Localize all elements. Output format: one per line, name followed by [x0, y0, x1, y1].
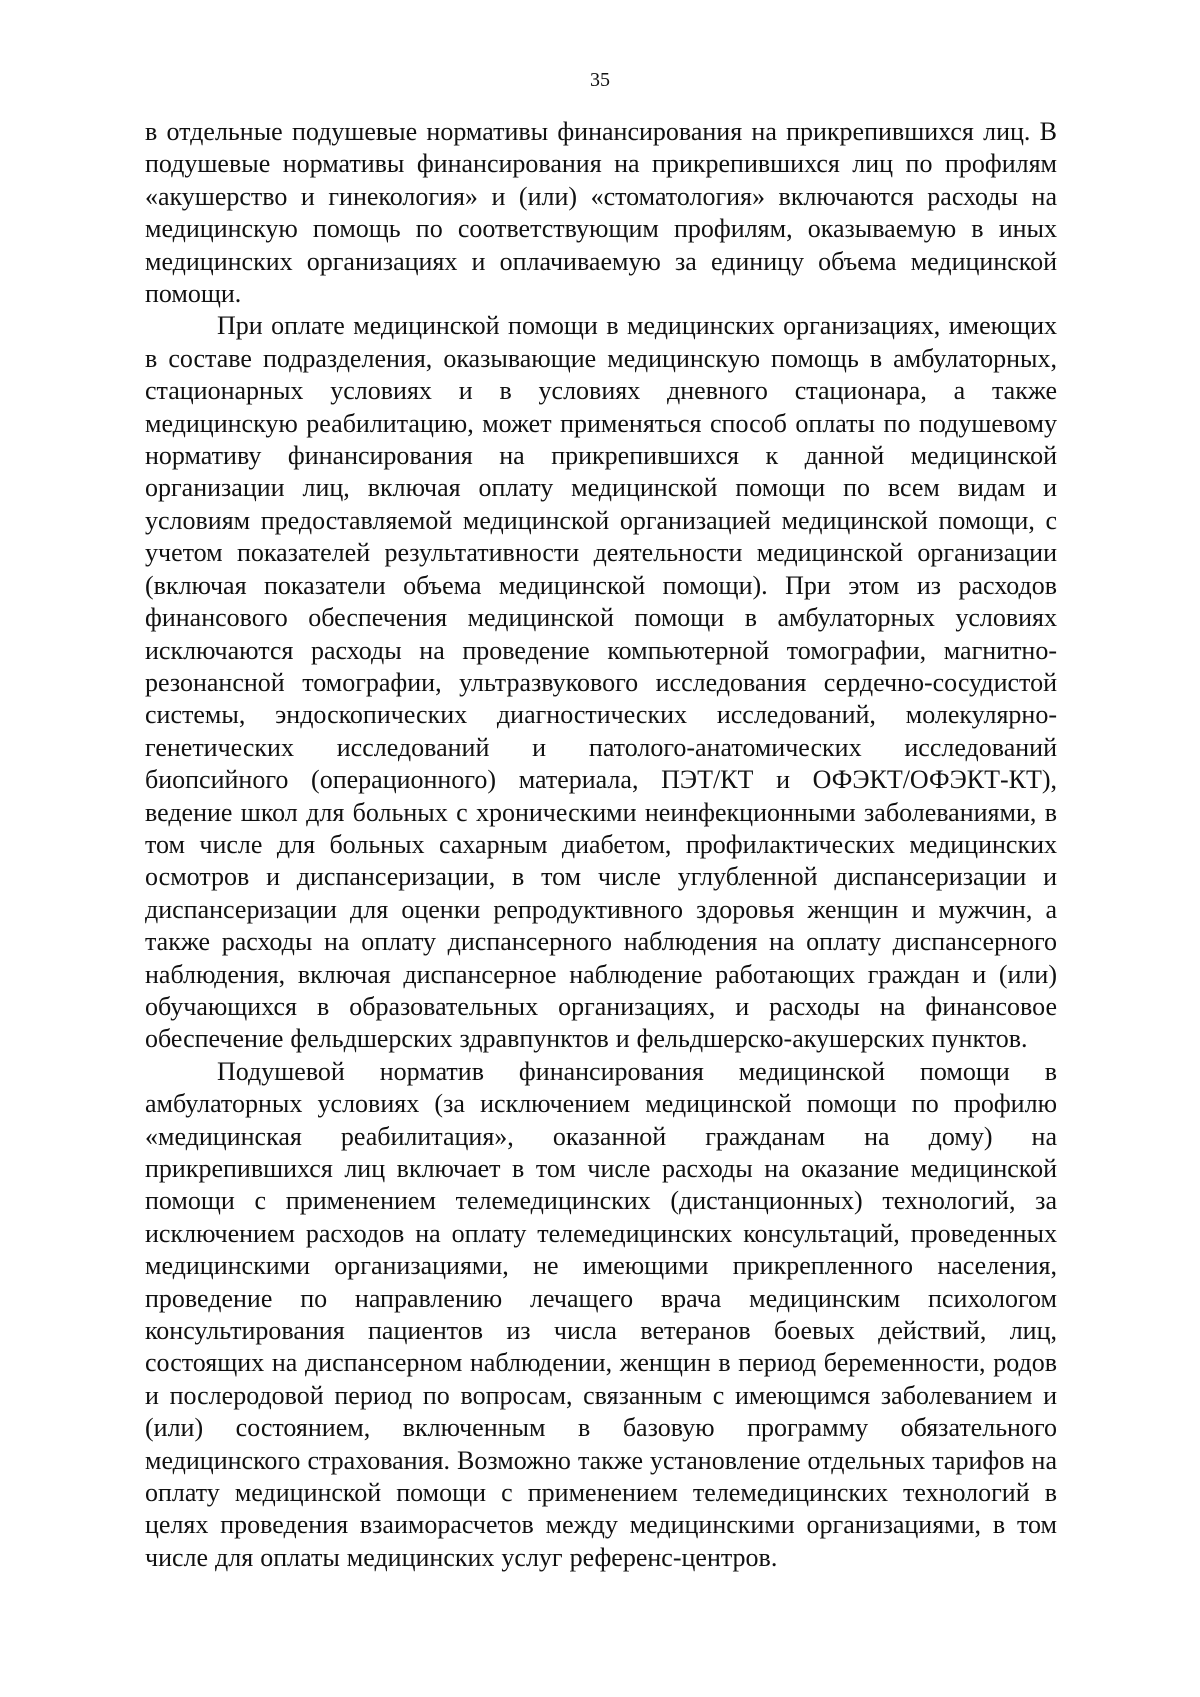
paragraph-per-capita-standard: Подушевой норматив финансирования медицинской помощи в амбулаторных условиях (за исключением медицинской помощи по профилю «медицинская реабилитация», оказанной гражданам на дому) на прикрепившихся лиц включает в том числе расходы на оказание медицинской помощи с применением телемедицинских (дистанционных) технологий, за исключением расходов на оплату телемедицинских консультаций, проведенных медицинскими организациями, не имеющими прикрепленного населения, проведение по направлению лечащего врача медицинским психологом консультирования пациентов из числа ветеранов боевых действий, лиц, состоящих на диспансерном наблюдении, женщин в период беременности, родов и послеродовой период по вопросам, связанным с имеющимся заболеванием и (или) состоянием, включенным в базовую программу обязательного медицинского страхования. Возможно также установление отдельных тарифов на оплату медицинской помощи с применением телемедицинских технологий в целях проведения взаиморасчетов между медицинскими организациями, в том числе для оплаты медицинских услуг референс-центров.	[145, 1056, 1057, 1572]
document-body	[145, 116, 1057, 1574]
paragraph-payment-method: При оплате медицинской помощи в медицинских организациях, имеющих в составе подразделения, оказывающие медицинскую помощь в амбулаторных, стационарных условиях и в условиях дневного стационара, а также медицинскую реабилитацию, может применяться способ оплаты по подушевому нормативу финансирования на прикрепившихся к данной медицинской организации лиц, включая оплату медицинской помощи по всем видам и условиям предоставляемой медицинской организацией медицинской помощи, с учетом показателей результативности деятельности медицинской организации (включая показатели объема медицинской помощи). При этом из расходов финансового обеспечения медицинской помощи в амбулаторных условиях исключаются расходы на проведение компьютерной томографии, магнитно-резонансной томографии, ультразвукового исследования сердечно-сосудистой системы, эндоскопических диагностических исследований, молекулярно-генетических исследований и патолого-анатомических исследований биопсийного (операционного) материала, ПЭТ/КТ и ОФЭКТ/ОФЭКТ-КТ), ведение школ для больных с хроническими неинфекционными заболеваниями, в том числе для больных сахарным диабетом, профилактических медицинских осмотров и диспансеризации, в том числе углубленной диспансеризации и диспансеризации для оценки репродуктивного здоровья женщин и мужчин, а также расходы на оплату диспансерного наблюдения на оплату диспансерного наблюдения, включая диспансерное наблюдение работающих граждан и (или) обучающихся в образовательных организациях, и расходы на финансовое обеспечение фельдшерских здравпунктов и фельдшерско-акушерских пунктов.	[145, 311, 1057, 1054]
page-number: 35	[590, 69, 610, 91]
paragraph-continuation: в отдельные подушевые нормативы финансирования на прикрепившихся лиц. В подушевые нормативы финансирования на прикрепившихся лиц по профилям «акушерство и гинекология» и (или) «стоматология» включаются расходы на медицинскую помощь по соответствующим профилям, оказываемую в иных медицинских организациях и оплачиваемую за единицу объема медицинской помощи.	[145, 117, 1057, 309]
